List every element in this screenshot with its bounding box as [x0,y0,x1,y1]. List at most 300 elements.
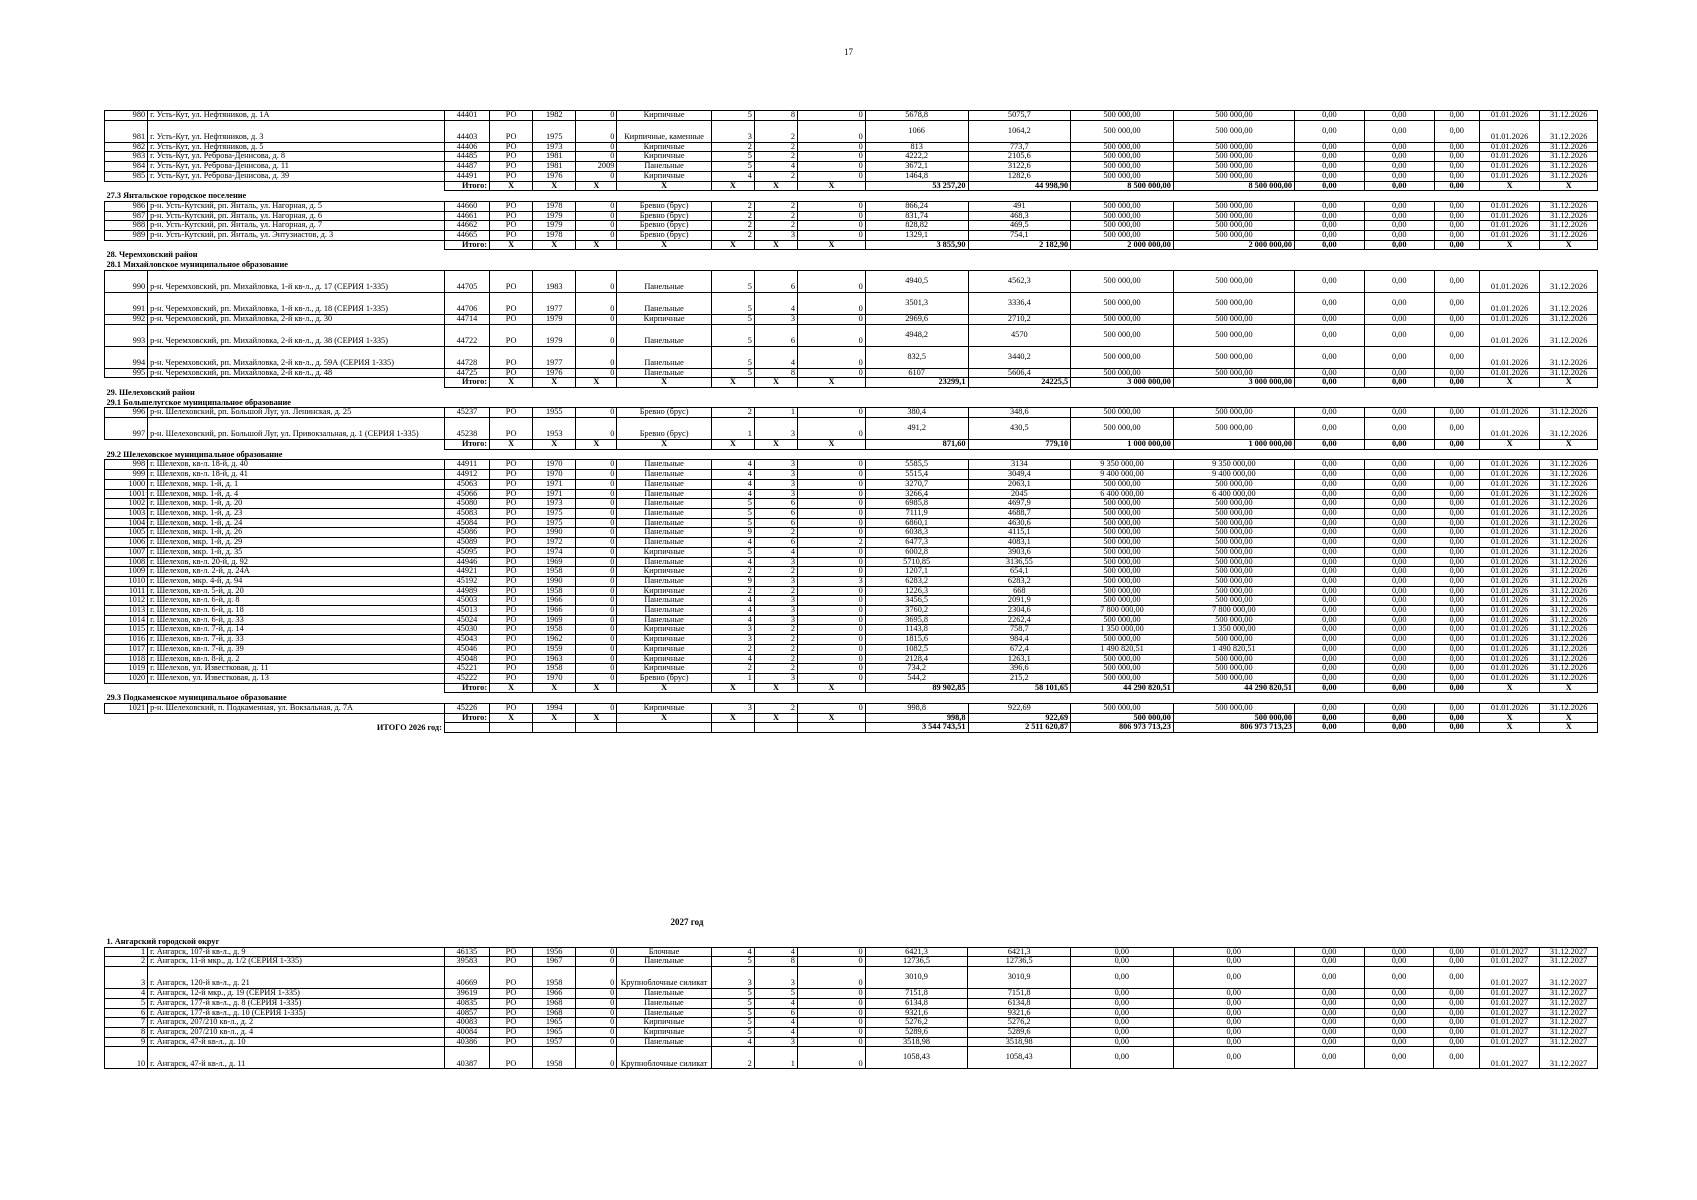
cost-budget-2-cell: 0,00 [1364,654,1434,664]
cost-fund-cell: 500 000,00 [1173,270,1294,292]
row-number-cell: 6 [105,1008,148,1018]
house-id-cell: 45080 [444,499,489,509]
end-date-cell: 31.12.2026 [1540,314,1598,324]
end-date-cell: 31.12.2027 [1540,998,1598,1008]
build-year-cell: 1965 [533,1027,576,1037]
cost-budget-1-cell: 0,00 [1295,508,1365,518]
wall-material-cell: Панельные [617,479,711,489]
cost-total-cell: 500 000,00 [1071,171,1174,181]
renovation-year-cell: 0 [576,314,617,324]
living-area-cell: 5606,4 [968,368,1071,378]
total-cell: X [798,440,866,450]
end-date-cell: 31.12.2027 [1540,989,1598,999]
table-row [105,654,1598,664]
cost-total-cell: 0,00 [1071,998,1174,1008]
cost-other-cell: 0,00 [1434,460,1479,470]
cost-total-cell: 500 000,00 [1071,635,1174,645]
address-cell: г. Шелехов, ул. Известковая, д. 11 [148,664,445,674]
row-number-cell: 999 [105,470,148,480]
total-cell: 8 500 000,00 [1173,181,1294,191]
section-heading: 27.3 Янтальское городское поселение [106,191,247,201]
row-number-cell: 1017 [105,644,148,654]
renovation-year-cell: 0 [576,528,617,538]
build-year-cell: 1965 [533,1018,576,1028]
table-row [105,270,1598,292]
total-cell: 44 998,90 [968,181,1071,191]
total-label: Итого: [444,240,489,250]
repair-schedule-table-2027 [104,937,1598,1069]
start-date-cell: 01.01.2026 [1479,489,1540,499]
floors-cell: 2 [711,586,754,596]
cost-other-cell: 0,00 [1434,211,1479,221]
wall-material-cell: Кирпичные [617,704,711,714]
renovation-year-cell: 0 [576,111,617,121]
cost-budget-2-cell: 0,00 [1364,615,1434,625]
start-date-cell: 01.01.2026 [1479,152,1540,162]
cost-total-cell: 500 000,00 [1071,162,1174,172]
build-year-cell: 1963 [533,654,576,664]
table-row [105,201,1598,211]
fund-type-cell: РО [490,576,533,586]
entrances-cell: 3 [754,606,797,616]
cost-budget-1-cell: 0,00 [1295,635,1365,645]
entrances-cell: 2 [754,221,797,231]
total-cell: X [1479,713,1540,723]
build-year-cell: 1966 [533,606,576,616]
row-number-cell: 8 [105,1027,148,1037]
build-year-cell: 1979 [533,221,576,231]
cost-total-cell: 500 000,00 [1071,596,1174,606]
build-year-cell: 1958 [533,625,576,635]
wall-material-cell: Бревно (брус) [617,673,711,683]
end-date-cell: 31.12.2026 [1540,460,1598,470]
cost-other-cell: 0,00 [1434,967,1479,989]
total-area-cell: 5276,2 [865,1018,968,1028]
row-number-cell: 5 [105,998,148,1008]
start-date-cell: 01.01.2026 [1479,606,1540,616]
lifts-cell: 0 [798,418,866,440]
floors-cell: 2 [711,201,754,211]
cost-budget-1-cell: 0,00 [1295,171,1365,181]
cost-total-cell: 500 000,00 [1071,152,1174,162]
lifts-cell: 0 [798,201,866,211]
cost-budget-2-cell: 0,00 [1364,162,1434,172]
cost-other-cell: 0,00 [1434,508,1479,518]
cost-other-cell: 0,00 [1434,1018,1479,1028]
section-heading: 29. Шелеховский район [106,387,195,397]
wall-material-cell: Панельные [617,508,711,518]
total-area-cell: 1207,1 [865,567,968,577]
lifts-cell: 0 [798,557,866,567]
row-number-cell: 980 [105,111,148,121]
entrances-cell: 4 [754,547,797,557]
total-area-cell: 1815,6 [865,635,968,645]
renovation-year-cell: 0 [576,1037,617,1047]
cost-budget-1-cell: 0,00 [1295,201,1365,211]
total-cell: 53 257,20 [865,181,968,191]
wall-material-cell: Панельные [617,270,711,292]
cost-budget-2-cell: 0,00 [1364,625,1434,635]
address-cell: г. Шелехов, кв-л. 6-й, д. 8 [148,596,445,606]
cost-fund-cell: 0,00 [1173,957,1294,967]
living-area-cell: 4083,1 [968,538,1071,548]
total-cell: X [1540,440,1598,450]
floors-cell: 5 [711,152,754,162]
cost-fund-cell: 500 000,00 [1173,221,1294,231]
total-cell: X [1479,181,1540,191]
grand-total-label: ИТОГО 2026 год: [376,722,442,732]
total-area-cell: 6985,8 [865,499,968,509]
fund-type-cell: РО [490,479,533,489]
total-cell: 779,10 [968,440,1071,450]
address-cell: г. Ангарск, 47-й кв-л., д. 10 [148,1037,445,1047]
living-area-cell: 430,5 [968,418,1071,440]
end-date-cell: 31.12.2026 [1540,704,1598,714]
fund-type-cell: РО [490,231,533,241]
living-area-cell: 5276,2 [968,1018,1071,1028]
total-cell: X [490,683,533,693]
cost-total-cell: 9 400 000,00 [1071,470,1174,480]
renovation-year-cell: 0 [576,654,617,664]
address-cell: г. Шелехов, кв-л. 18-й, д. 40 [148,460,445,470]
table-row [105,586,1598,596]
floors-cell: 5 [711,547,754,557]
living-area-cell: 773,7 [968,142,1071,152]
cost-fund-cell: 500 000,00 [1173,528,1294,538]
total-cell: 2 511 620,87 [968,723,1071,733]
entrances-cell: 2 [754,654,797,664]
cost-other-cell: 0,00 [1434,606,1479,616]
house-id-cell: 44662 [444,221,489,231]
living-area-cell: 4688,7 [968,508,1071,518]
row-number-cell: 1012 [105,596,148,606]
cost-other-cell: 0,00 [1434,596,1479,606]
lifts-cell: 0 [798,567,866,577]
living-area-cell: 922,69 [968,704,1071,714]
total-cell: 44 290 820,51 [1071,683,1174,693]
address-cell: г. Усть-Кут, ул. Нефтяников, д. 1А [148,111,445,121]
floors-cell: 4 [711,538,754,548]
end-date-cell: 31.12.2026 [1540,644,1598,654]
build-year-cell: 1979 [533,211,576,221]
lifts-cell: 0 [798,368,866,378]
cost-total-cell: 1 350 000,00 [1071,625,1174,635]
wall-material-cell: Кирпичные [617,111,711,121]
total-cell: 806 973 713,23 [1173,723,1294,733]
start-date-cell: 01.01.2026 [1479,586,1540,596]
renovation-year-cell: 0 [576,586,617,596]
house-id-cell: 45221 [444,664,489,674]
total-cell: 0,00 [1434,240,1479,250]
cost-budget-2-cell: 0,00 [1364,508,1434,518]
living-area-cell: 4115,1 [968,528,1071,538]
table-row [105,408,1598,418]
table-row [105,460,1598,470]
cost-budget-2-cell: 0,00 [1364,518,1434,528]
cost-fund-cell: 500 000,00 [1173,171,1294,181]
address-cell: г. Шелехов, кв-л. 6-й, д. 18 [148,606,445,616]
row-number-cell: 1008 [105,557,148,567]
build-year-cell: 1958 [533,567,576,577]
table-row [105,625,1598,635]
start-date-cell: 01.01.2026 [1479,557,1540,567]
fund-type-cell: РО [490,635,533,645]
row-number-cell: 990 [105,270,148,292]
address-cell: г. Ангарск, 107-й кв-л., д. 9 [148,947,445,957]
cost-budget-1-cell: 0,00 [1295,270,1365,292]
total-cell: X [754,181,797,191]
table-row [105,1018,1598,1028]
lifts-cell: 0 [798,518,866,528]
total-cell: X [576,240,617,250]
cost-total-cell: 500 000,00 [1071,576,1174,586]
cost-budget-2-cell: 0,00 [1364,673,1434,683]
wall-material-cell: Кирпичные [617,586,711,596]
renovation-year-cell: 0 [576,704,617,714]
table-row [105,567,1598,577]
house-id-cell: 45083 [444,508,489,518]
fund-type-cell: РО [489,989,532,999]
house-id-cell: 44728 [444,346,489,368]
floors-cell: 2 [711,1047,754,1069]
cost-other-cell: 0,00 [1434,567,1479,577]
living-area-cell: 1282,6 [968,171,1071,181]
total-cell: 0,00 [1364,240,1434,250]
cost-total-cell: 0,00 [1071,1037,1174,1047]
fund-type-cell: РО [490,152,533,162]
address-cell: г. Шелехов, кв-л. 7-й, д. 14 [148,625,445,635]
fund-type-cell: РО [490,460,533,470]
total-cell: 3 544 743,51 [865,723,968,733]
start-date-cell: 01.01.2026 [1479,120,1540,142]
start-date-cell: 01.01.2027 [1479,998,1540,1008]
entrances-cell: 6 [754,518,797,528]
cost-total-cell: 500 000,00 [1071,231,1174,241]
renovation-year-cell: 0 [576,557,617,567]
cost-total-cell: 500 000,00 [1071,508,1174,518]
cost-other-cell: 0,00 [1434,664,1479,674]
living-area-cell: 3336,4 [968,292,1071,314]
table-row [105,1037,1598,1047]
section-heading: 29.3 Подкаменское муниципальное образование [106,693,287,703]
cost-other-cell: 0,00 [1434,557,1479,567]
total-area-cell: 6134,8 [865,998,968,1008]
total-area-cell: 3518,98 [865,1037,968,1047]
cost-fund-cell: 500 000,00 [1173,654,1294,664]
total-area-cell: 7151,8 [865,989,968,999]
end-date-cell: 31.12.2026 [1540,211,1598,221]
total-area-cell: 3010,9 [865,967,968,989]
table-row [105,162,1598,172]
house-id-cell: 45043 [444,635,489,645]
lifts-cell: 3 [798,576,866,586]
living-area-cell: 672,4 [968,644,1071,654]
cost-other-cell: 0,00 [1434,957,1479,967]
floors-cell: 4 [711,1037,754,1047]
entrances-cell: 3 [754,596,797,606]
end-date-cell: 31.12.2026 [1540,557,1598,567]
entrances-cell: 2 [754,625,797,635]
total-cell: X [711,683,754,693]
cost-budget-2-cell: 0,00 [1364,499,1434,509]
renovation-year-cell: 0 [576,231,617,241]
total-cell: X [533,713,576,723]
cost-other-cell: 0,00 [1434,142,1479,152]
fund-type-cell: РО [489,957,532,967]
cost-budget-1-cell: 0,00 [1295,152,1365,162]
address-cell: р-н. Шелеховский, рп. Большой Луг, ул. Ленинская, д. 25 [148,408,445,418]
page-number: 17 [844,47,853,57]
living-area-cell: 2710,2 [968,314,1071,324]
cost-other-cell: 0,00 [1434,615,1479,625]
renovation-year-cell: 0 [576,596,617,606]
cost-fund-cell: 500 000,00 [1173,538,1294,548]
total-cell: 23299,1 [865,378,968,388]
wall-material-cell: Бревно (брус) [617,418,711,440]
entrances-cell: 8 [754,368,797,378]
house-id-cell: 40387 [444,1047,489,1069]
total-area-cell: 1066 [865,120,968,142]
cost-budget-1-cell: 0,00 [1295,644,1365,654]
entrances-cell: 6 [754,508,797,518]
build-year-cell: 1975 [533,120,576,142]
address-cell: г. Шелехов, мкр. 1-й, д. 29 [148,538,445,548]
floors-cell: 2 [711,567,754,577]
row-number-cell: 982 [105,142,148,152]
end-date-cell: 31.12.2026 [1540,408,1598,418]
cost-total-cell: 7 800 000,00 [1071,606,1174,616]
total-cell: 0,00 [1434,440,1479,450]
section-heading-row [105,191,1598,202]
cost-budget-1-cell: 0,00 [1295,292,1365,314]
cost-budget-2-cell: 0,00 [1364,989,1434,999]
cost-fund-cell: 500 000,00 [1173,547,1294,557]
total-area-cell: 5585,5 [865,460,968,470]
renovation-year-cell: 0 [576,957,617,967]
end-date-cell: 31.12.2026 [1540,508,1598,518]
cost-budget-1-cell: 0,00 [1295,704,1365,714]
wall-material-cell: Кирпичные [617,1018,711,1028]
entrances-cell: 3 [754,673,797,683]
lifts-cell: 0 [798,460,866,470]
subtotal-row [105,378,1598,388]
row-number-cell: 1016 [105,635,148,645]
build-year-cell: 1970 [533,673,576,683]
total-cell: 500 000,00 [1071,713,1174,723]
repair-schedule-table-2026 [104,110,1598,733]
fund-type-cell: РО [490,547,533,557]
house-id-cell: 45238 [444,418,489,440]
fund-type-cell: РО [489,1037,532,1047]
floors-cell: 3 [711,625,754,635]
row-number-cell: 988 [105,221,148,231]
total-area-cell: 5710,85 [865,557,968,567]
lifts-cell: 0 [798,270,866,292]
total-cell: X [617,378,711,388]
cost-budget-1-cell: 0,00 [1295,314,1365,324]
row-number-cell: 1014 [105,615,148,625]
total-area-cell: 491,2 [865,418,968,440]
living-area-cell: 7151,8 [968,989,1071,999]
cost-total-cell: 0,00 [1071,1047,1174,1069]
house-id-cell: 45030 [444,625,489,635]
start-date-cell: 01.01.2026 [1479,368,1540,378]
cost-total-cell: 0,00 [1071,967,1174,989]
row-number-cell: 1020 [105,673,148,683]
end-date-cell: 31.12.2026 [1540,499,1598,509]
renovation-year-cell: 0 [576,673,617,683]
living-area-cell: 5075,7 [968,111,1071,121]
row-number-cell: 1013 [105,606,148,616]
total-cell: 0,00 [1434,378,1479,388]
living-area-cell: 4630,6 [968,518,1071,528]
end-date-cell: 31.12.2026 [1540,576,1598,586]
house-id-cell: 45222 [444,673,489,683]
living-area-cell: 3136,55 [968,557,1071,567]
start-date-cell: 01.01.2027 [1479,1037,1540,1047]
cost-total-cell: 500 000,00 [1071,654,1174,664]
address-cell: р-н. Усть-Кутский, рп. Янталь, ул. Энтузиастов, д. 3 [148,231,445,241]
lifts-cell: 0 [798,408,866,418]
build-year-cell: 1983 [533,270,576,292]
house-id-cell: 44660 [444,201,489,211]
build-year-cell: 1971 [533,479,576,489]
fund-type-cell: РО [489,998,532,1008]
wall-material-cell: Кирпичные [617,567,711,577]
total-area-cell: 6477,3 [865,538,968,548]
lifts-cell: 0 [798,586,866,596]
cost-other-cell: 0,00 [1434,479,1479,489]
section-heading-row [105,250,1598,260]
entrances-cell: 2 [754,152,797,162]
wall-material-cell: Панельные [617,460,711,470]
row-number-cell: 1004 [105,518,148,528]
cost-other-cell: 0,00 [1434,635,1479,645]
total-area-cell: 734,2 [865,664,968,674]
cost-fund-cell: 500 000,00 [1173,576,1294,586]
end-date-cell: 31.12.2027 [1540,967,1598,989]
total-cell: X [1540,240,1598,250]
floors-cell: 4 [711,606,754,616]
house-id-cell: 44661 [444,211,489,221]
subtotal-row [105,440,1598,450]
address-cell: р-н. Усть-Кутский, рп. Янталь, ул. Нагорная, д. 6 [148,211,445,221]
cost-other-cell: 0,00 [1434,489,1479,499]
lifts-cell: 0 [798,231,866,241]
house-id-cell: 44487 [444,162,489,172]
end-date-cell: 31.12.2026 [1540,346,1598,368]
cost-fund-cell: 9 400 000,00 [1173,470,1294,480]
table-row [105,470,1598,480]
cost-other-cell: 0,00 [1434,538,1479,548]
total-cell: 0,00 [1295,723,1365,733]
lifts-cell: 0 [798,152,866,162]
living-area-cell: 1064,2 [968,120,1071,142]
build-year-cell: 1973 [533,499,576,509]
cost-fund-cell: 500 000,00 [1173,368,1294,378]
cost-budget-2-cell: 0,00 [1364,171,1434,181]
start-date-cell: 01.01.2026 [1479,418,1540,440]
total-area-cell: 3695,8 [865,615,968,625]
address-cell: г. Ангарск, 11-й мкр., д. 1/2 (СЕРИЯ 1-335) [148,957,445,967]
table-row [105,998,1598,1008]
wall-material-cell: Панельные [617,518,711,528]
start-date-cell: 01.01.2026 [1479,615,1540,625]
end-date-cell: 31.12.2026 [1540,120,1598,142]
table-row [105,576,1598,586]
entrances-cell: 2 [754,567,797,577]
total-area-cell: 6107 [865,368,968,378]
